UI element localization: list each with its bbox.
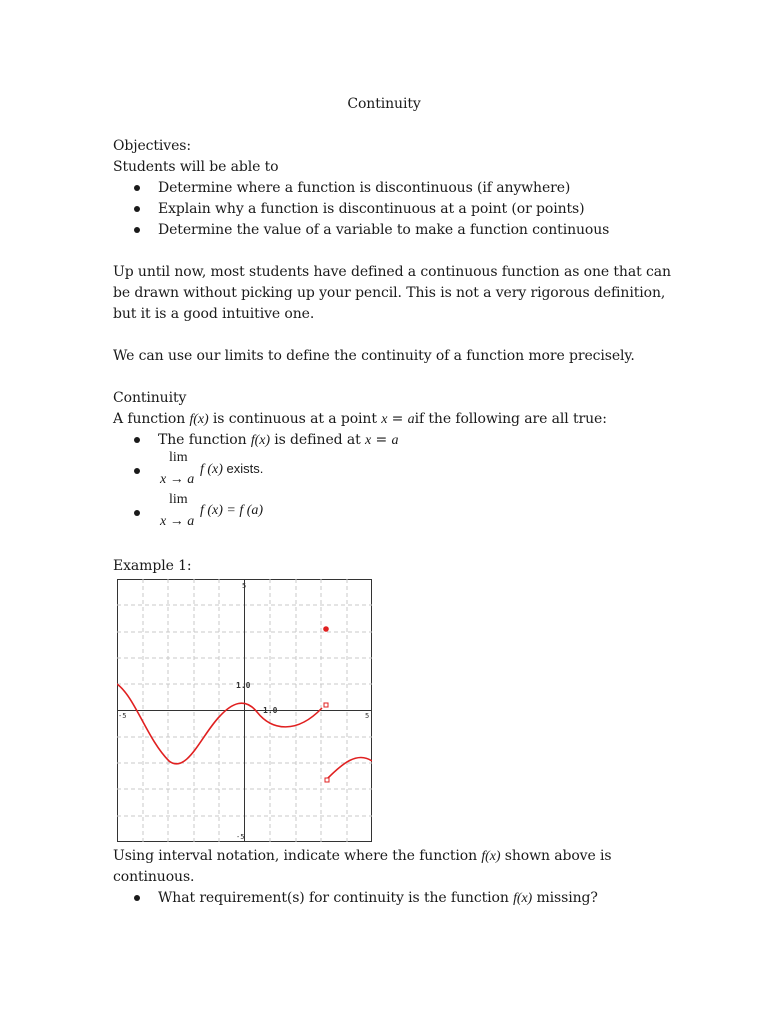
lim-subscript-1: x → a [160,472,195,487]
objectives-intro: Students will be able to [113,159,279,175]
bullet-dot [134,437,140,443]
tick-label-y-bottom: -5 [236,833,245,841]
bullet-dot [134,468,140,474]
paragraph1-line-1: Up until now, most students have defined a continuous function as one that can [113,264,671,280]
bullet-dot [134,510,140,516]
tick-label-x-left: -5 [118,712,127,720]
tick-label-y-top: 5 [242,582,247,590]
condition-3: f (x) = f (a) [200,503,264,518]
paragraph1-line-2: be drawn without picking up your pencil. This is not a very rigorous definition, [113,285,666,301]
page-title: Continuity [347,96,421,112]
open-endpoint-upper [324,703,328,707]
bullet-dot [134,206,140,212]
lim-subscript-2: x → a [160,514,195,529]
lim-word-2: lim [169,492,188,507]
open-endpoint-lower [325,778,329,782]
filled-point [323,626,329,632]
bullet-dot [134,895,140,901]
bullet-dot [134,227,140,233]
example-heading: Example 1: [113,558,192,574]
tick-label-x-scale: 1.0 [263,706,278,715]
paragraph1-line-3: but it is a good intuitive one. [113,306,315,322]
objective-item-2: Explain why a function is discontinuous at a point (or points) [158,201,585,217]
objectives-heading: Objectives: [113,138,192,154]
bullet-dot [134,185,140,191]
definition-heading: Continuity [113,390,187,406]
lim-word-1: lim [169,450,188,465]
definition-intro: A function f(x) is continuous at a point x = aif the following are all true: [113,411,607,427]
objective-item-1: Determine where a function is discontinuous (if anywhere) [158,180,571,196]
function-graph [117,579,372,842]
paragraph2: We can use our limits to define the continuity of a function more precisely. [113,348,635,364]
tick-label-y-scale: 1.0 [236,681,251,690]
condition-1: The function f(x) is defined at x = a [158,432,399,448]
question-line-2: continuous. [113,869,195,885]
question-line-1: Using interval notation, indicate where the function f(x) shown above is [113,848,612,864]
objective-item-3: Determine the value of a variable to make a function continuous [158,222,610,238]
tick-label-x-right: 5 [365,712,370,720]
sub-question: What requirement(s) for continuity is the function f(x) missing? [158,890,598,906]
condition-2: f (x) exists. [200,461,264,477]
